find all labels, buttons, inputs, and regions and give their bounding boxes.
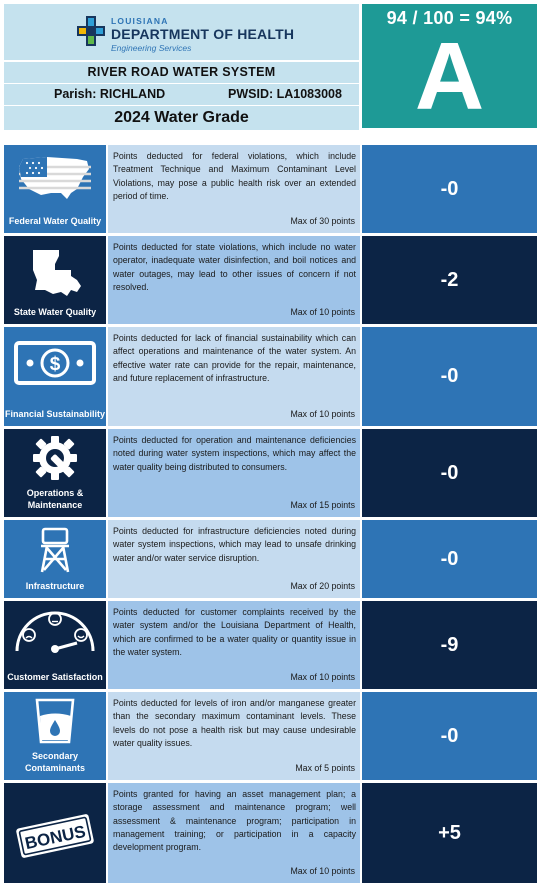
parish-label: Parish: RICHLAND: [54, 87, 166, 101]
category-label: State Water Quality: [13, 307, 97, 317]
category-points: -0: [362, 520, 537, 598]
category-max-points: Max of 10 points: [290, 671, 355, 682]
category-label: Federal Water Quality: [8, 216, 102, 226]
category-max-points: Max of 10 points: [290, 306, 355, 317]
category-bonus: [4, 783, 537, 883]
category-description: Points deducted for customer complaints received by the water system and/or the Louisiana Department of Health, which are confirmed to be a water quality or quantity issue in the water system.: [113, 607, 356, 657]
category-description-cell: [108, 145, 360, 233]
grade-score: 94 / 100 = 94%: [386, 8, 513, 28]
category-label: Secondary Contaminants: [24, 751, 85, 773]
category-icon-cell: [4, 520, 106, 598]
category-icon-cell: [4, 783, 106, 883]
category-description-cell: [108, 520, 360, 598]
us-flag-map-icon: [17, 153, 93, 203]
ldh-logo: [4, 4, 359, 60]
category-secondary-contaminants: [4, 692, 537, 780]
category-max-points: Max of 30 points: [290, 215, 355, 226]
category-description: Points granted for having an asset management plan; a storage assessment and maintenance program; well assessment & maintenance program; participation in management training; or participation in a capacity development program.: [113, 789, 356, 853]
logo-subtitle-text: Engineering Services: [111, 43, 192, 53]
category-icon-cell: [4, 601, 106, 689]
category-federal-water-quality: [4, 145, 537, 233]
bonus-stamp-text: BONUS: [23, 821, 88, 854]
report-title: 2024 Water Grade: [4, 106, 359, 130]
category-description-cell: [108, 783, 360, 883]
category-label: Operations & Maintenance: [26, 488, 84, 510]
logo-department-text: DEPARTMENT OF HEALTH: [111, 26, 295, 42]
grade-letter: A: [414, 23, 485, 130]
pwsid-label: PWSID: LA1083008: [228, 87, 342, 101]
category-max-points: Max of 5 points: [295, 762, 355, 773]
category-label: Customer Satisfaction: [7, 672, 103, 682]
category-icon-cell: [4, 145, 106, 233]
water-glass-icon: [35, 698, 75, 744]
category-operations-maintenance: [4, 429, 537, 517]
category-description: Points deducted for operation and maintenance deficiencies noted during water system inspections, which may affect the water quality being distributed to consumers.: [113, 435, 356, 472]
category-points: +5: [362, 783, 537, 883]
ldh-cross-icon: [77, 16, 105, 46]
water-tower-icon: [38, 526, 72, 574]
bonus-stamp-icon: [12, 813, 98, 859]
logo-state-text: LOUISIANA: [111, 16, 169, 26]
category-description-cell: [108, 601, 360, 689]
category-points: -0: [362, 327, 537, 426]
category-description: Points deducted for lack of financial sustainability which can affect operations and maintenance of the water system. An effective water rate can provide for the repair, maintenance, and future replacement of infrastructure.: [113, 333, 356, 383]
category-icon-cell: [4, 236, 106, 324]
category-description: Points deducted for state violations, which include no water operator, inadequate water disinfection, and boil notices and water outages, may lead to other issues of concern if not resolved.: [113, 242, 356, 292]
svg-text:$: $: [49, 354, 61, 375]
category-description-cell: [108, 692, 360, 780]
category-points: -0: [362, 429, 537, 517]
louisiana-state-icon: [27, 248, 83, 298]
category-max-points: Max of 10 points: [290, 408, 355, 419]
gear-wrench-icon: [32, 435, 78, 481]
category-max-points: Max of 20 points: [290, 580, 355, 591]
category-label: Financial Sustainability: [4, 409, 106, 419]
category-description-cell: [108, 236, 360, 324]
category-financial-sustainability: [4, 327, 537, 426]
category-max-points: Max of 15 points: [290, 499, 355, 510]
category-infrastructure: [4, 520, 537, 598]
category-description-cell: [108, 429, 360, 517]
parish-pwsid-row: [4, 84, 359, 105]
category-description: Points deducted for infrastructure deficiencies noted during water system inspections, which may lead to unsafe drinking water and/or water service disruption.: [113, 526, 356, 563]
category-state-water-quality: [4, 236, 537, 324]
system-name: RIVER ROAD WATER SYSTEM: [4, 62, 359, 83]
grade-panel: [362, 4, 537, 128]
category-description-cell: [108, 327, 360, 426]
category-customer-satisfaction: [4, 601, 537, 689]
category-icon-cell: [4, 429, 106, 517]
category-points: -9: [362, 601, 537, 689]
dollar-bill-icon: [14, 341, 96, 385]
category-max-points: Max of 10 points: [290, 865, 355, 876]
category-icon-cell: [4, 692, 106, 780]
report-header: [4, 4, 359, 128]
satisfaction-gauge-icon: [11, 607, 99, 655]
category-points: -0: [362, 692, 537, 780]
category-label: Infrastructure: [25, 581, 85, 591]
category-description: Points deducted for federal violations, which include Treatment Technique and Maximum Contaminant Level Violations, may pose a public health risk over an extended period of time.: [113, 151, 356, 201]
category-description: Points deducted for levels of iron and/or manganese greater than the secondary maximum contaminant levels. These levels do not pose a health risk but may cause undesirable water quality issues.: [113, 698, 356, 748]
category-points: -2: [362, 236, 537, 324]
category-icon-cell: [4, 327, 106, 426]
category-points: -0: [362, 145, 537, 233]
